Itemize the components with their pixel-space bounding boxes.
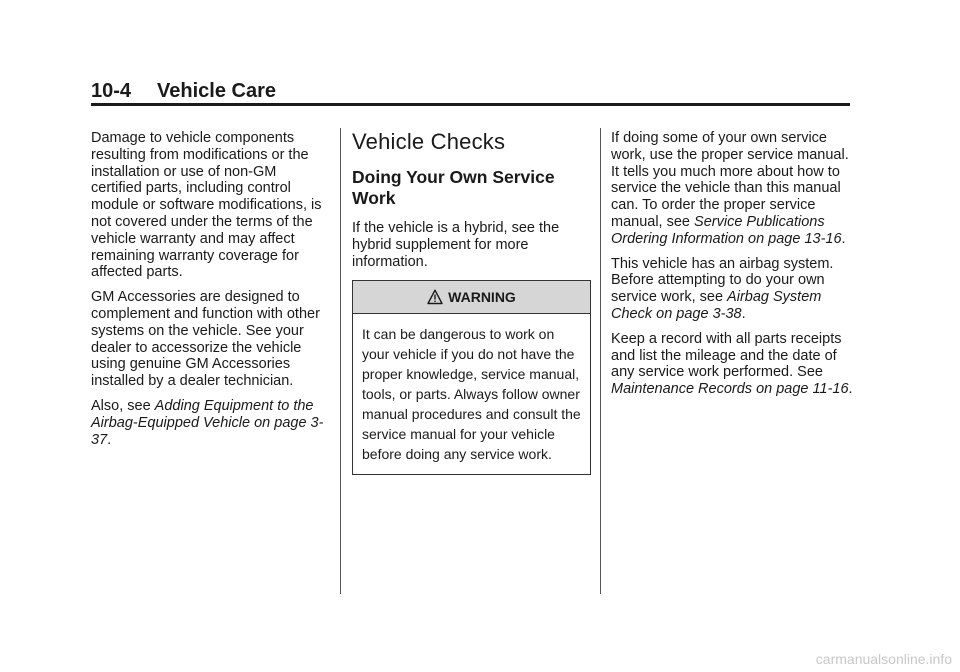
service-manual-paragraph [611,130,856,248]
column-3 [611,130,856,406]
also-see-paragraph [91,398,331,448]
section-title: Vehicle Checks [352,129,506,154]
chapter-title: Vehicle Care [157,80,276,102]
column-1 [91,130,331,456]
column-2 [352,130,592,475]
also-see-suffix: . [107,431,112,448]
warning-box [352,280,591,475]
column-divider-2 [600,128,601,594]
accessories-paragraph: GM Accessories are designed to complement and function with other systems on the vehicle. See your dealer to accessorize the vehicle using genuine GM Accessories installed by a dealer technician. [91,289,320,390]
also-see-prefix: Also, see [91,397,155,414]
warranty-paragraph: Damage to vehicle components resulting from modifications or the installation or use of non-GM certified parts, including control module or software modifications, is not covered under the terms of the vehicle warranty and may affect remaining warranty coverage for affected parts. [91,130,322,281]
airbag-check-link[interactable]: Airbag System Check on page 3-38 [611,289,822,322]
page-header [91,80,276,103]
header-rule [91,103,850,106]
warning-label: WARNING [448,288,516,305]
service-manual-suffix: . [841,230,846,247]
airbag-suffix: . [741,305,746,322]
page-number: 10-4 [91,80,132,102]
warning-header [353,281,590,314]
service-manual-prefix: If doing some of your own service work, use the proper service manual. It tells you much more about how to service the vehicle than this manual can. To order the proper service manual, see [611,130,849,230]
watermark: carmanualsonline.info [815,651,952,667]
airbag-equipment-link[interactable]: Adding Equipment to the Airbag-Equipped Vehicle on page 3-37 [91,397,324,448]
airbag-paragraph [611,256,856,323]
maintenance-records-link[interactable]: Maintenance Records on page 11-16 [611,381,849,398]
records-paragraph [611,331,856,398]
records-suffix: . [848,381,853,398]
service-publications-link[interactable]: Service Publications Ordering Information on page 13-16 [611,213,842,247]
warning-text: It can be dangerous to work on your vehicle if you do not have the proper knowledge, service manual, tools, or parts. Always follow owner manual procedures and consult the service manual for your vehicle before doing any service work. [362,326,581,463]
records-prefix: Keep a record with all parts receipts and list the mileage and the date of any service work performed. See [611,330,842,381]
warning-icon [427,289,443,305]
airbag-prefix: This vehicle has an airbag system. Before attempting to do your own service work, see [611,255,834,306]
column-divider-1 [340,128,341,594]
subsection-title: Doing Your Own Service Work [352,167,555,208]
hybrid-paragraph: If the vehicle is a hybrid, see the hybrid supplement for more information. [352,220,560,270]
